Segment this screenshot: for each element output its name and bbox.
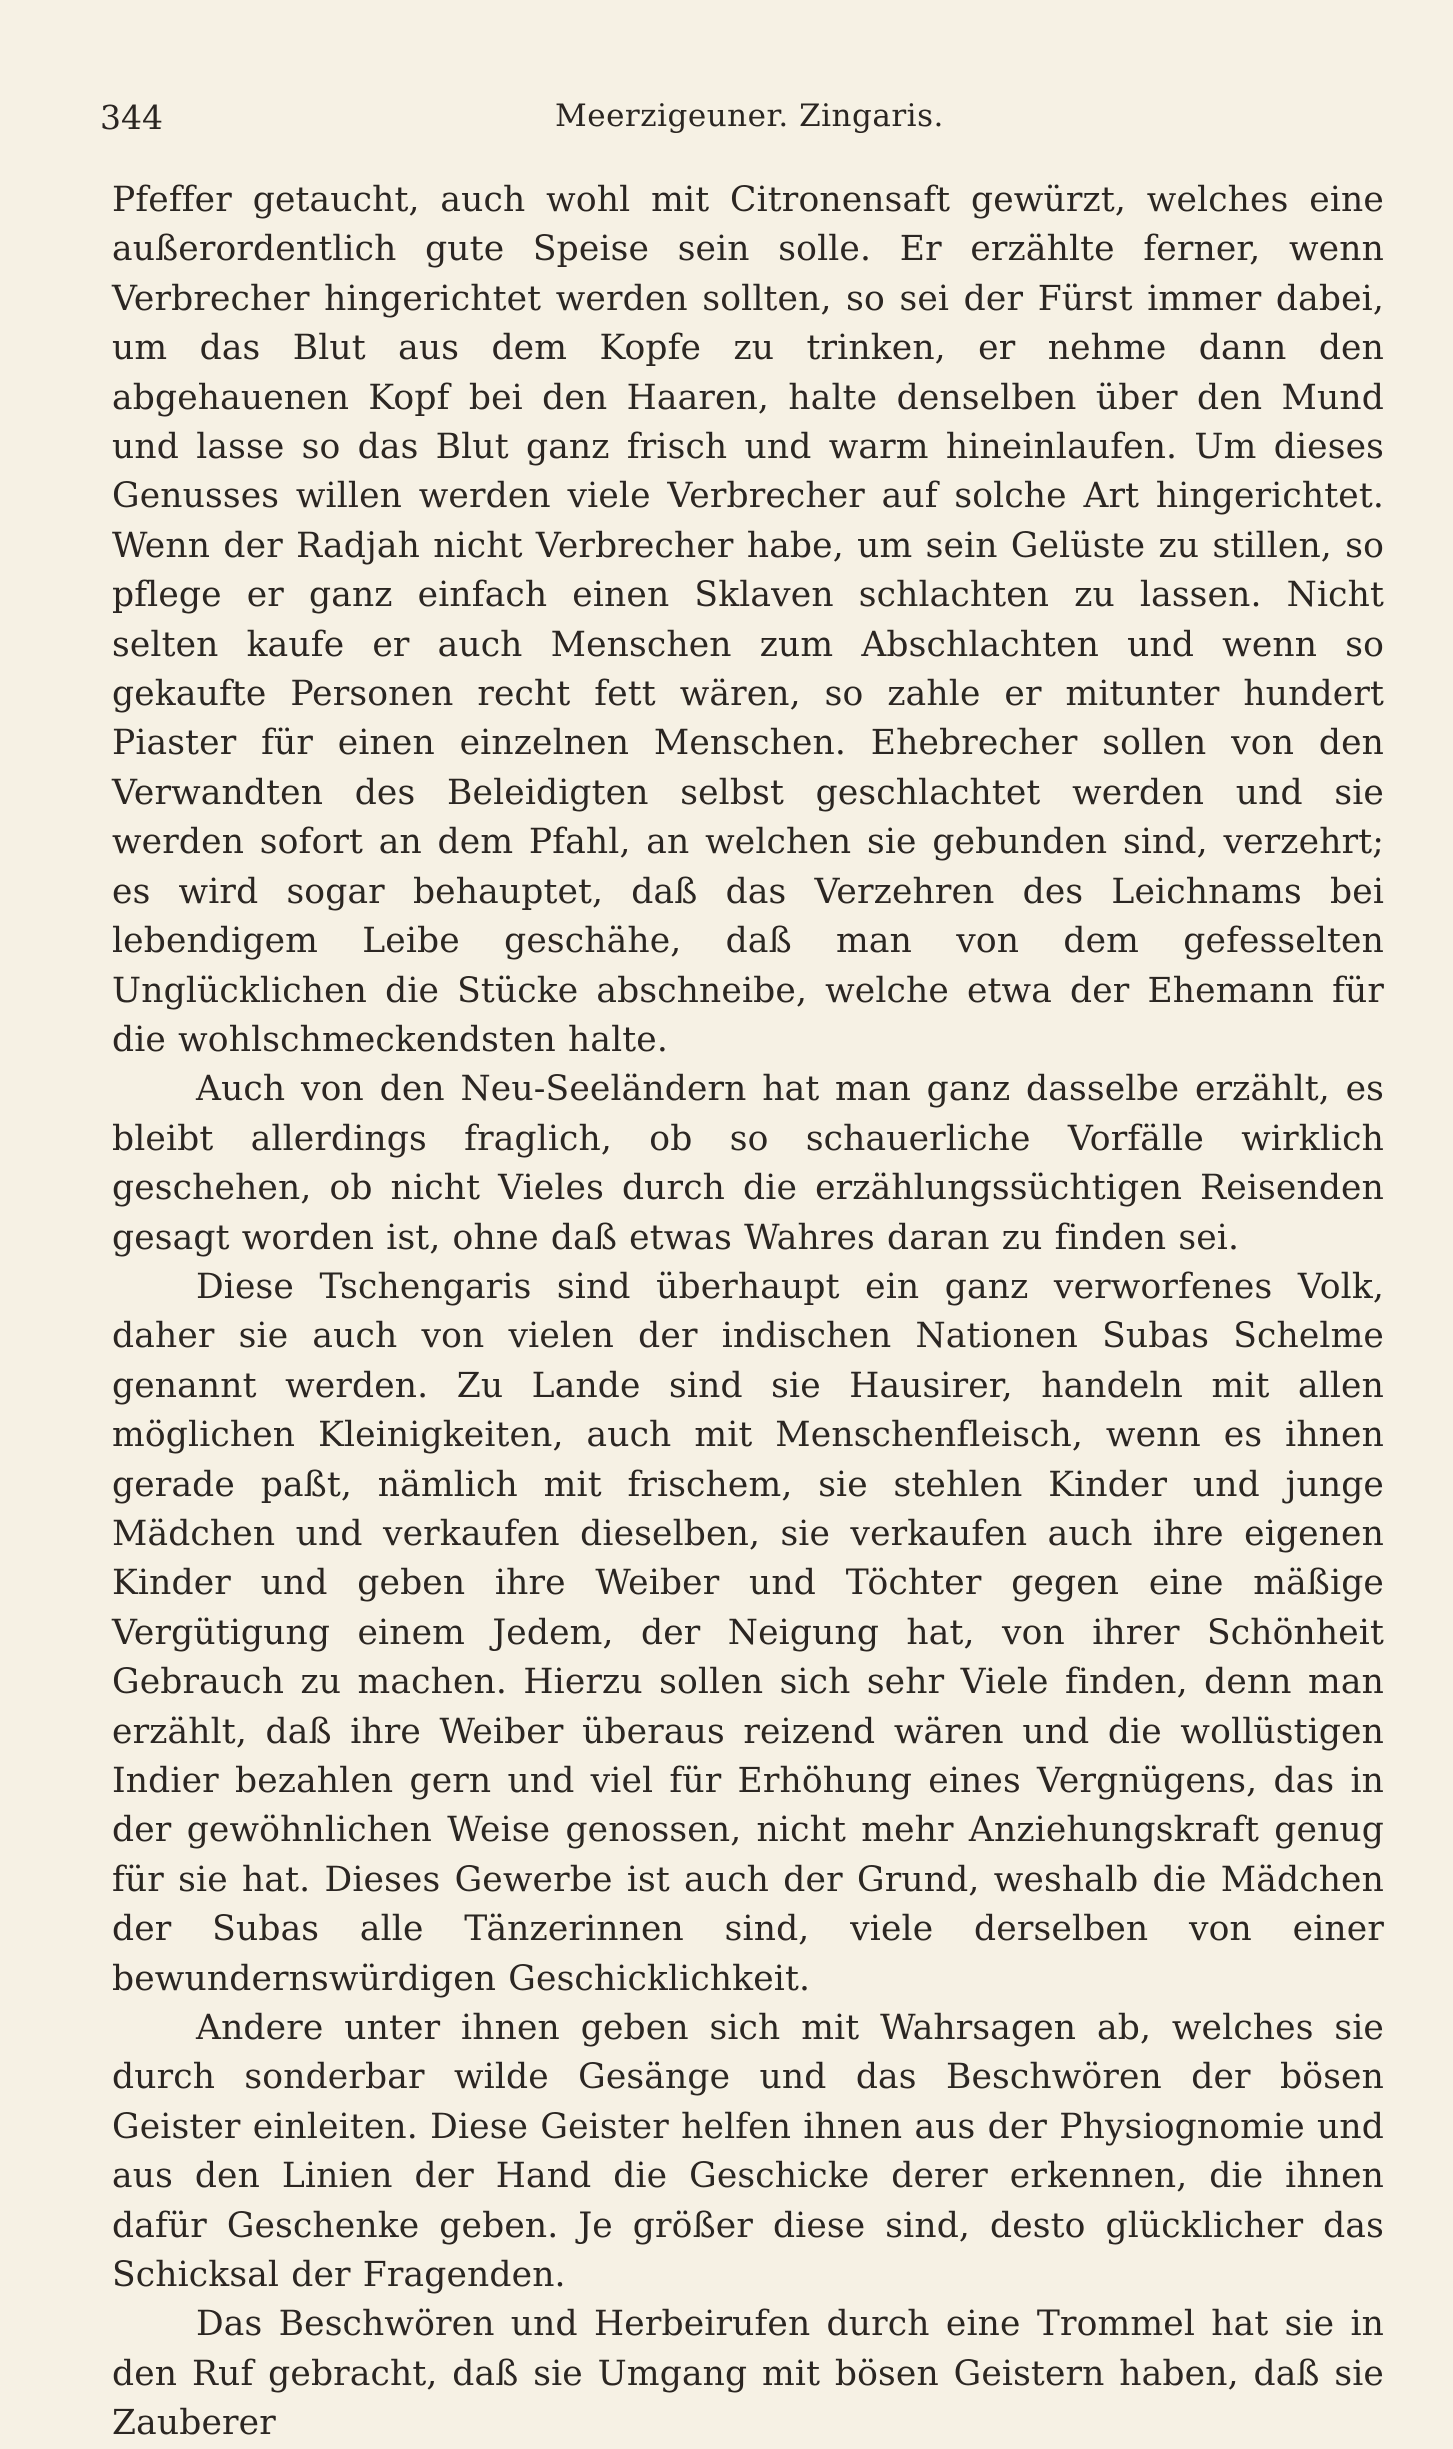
running-head: Meerzigeuner. Zingaris. bbox=[555, 98, 944, 134]
body-text bbox=[112, 176, 1384, 2449]
paragraph-5: Das Beschwören und Herbeirufen durch eine Trommel hat sie in den Ruf gebracht, daß sie Umgang mit bösen Geistern haben, daß sie Zauberer bbox=[112, 2304, 1384, 2444]
paragraph-4: Andere unter ihnen geben sich mit Wahrsagen ab, welches sie durch sonderbar wilde Gesänge und das Beschwören der bösen Geister einleiten. Diese Geister helfen ihnen aus der Physiognomie und aus den Linien der Hand die Geschicke derer erkennen, die ihnen dafür Geschenke geben. Je größer diese sind, desto glücklicher das Schicksal der Fragenden. bbox=[112, 2008, 1384, 2296]
page-number: 344 bbox=[100, 98, 163, 137]
paragraph-1: Pfeffer getaucht, auch wohl mit Citronensaft gewürzt, welches eine außerordentlich gute Speise sein solle. Er erzählte ferner, wenn Verbrecher hingerichtet werden sollten, so sei der Fürst immer dabei, um das Blut aus dem Kopfe zu trinken, er nehme dann den abgehauenen Kopf bei den Haaren, halte denselben über den Mund und lasse so das Blut ganz frisch und warm hineinlaufen. Um dieses Genusses willen werden viele Verbrecher auf solche Art hingerichtet. Wenn der Radjah nicht Verbrecher habe, um sein Gelüste zu stillen, so pflege er ganz einfach einen Sklaven schlachten zu lassen. Nicht selten kaufe er auch Menschen zum Abschlachten und wenn so gekaufte Personen recht fett wären, so zahle er mitunter hundert Piaster für einen einzelnen Menschen. Ehebrecher sollen von den Verwandten des Beleidigten selbst geschlachtet werden und sie werden sofort an dem Pfahl, an welchen sie gebunden sind, verzehrt; es wird sogar behauptet, daß das Verzehren des Leichnams bei lebendigem Leibe geschähe, daß man von dem gefesselten Unglücklichen die Stücke abschneibe, welche etwa der Ehemann für die wohlschmeckendsten halte. bbox=[112, 180, 1384, 1060]
paragraph-2: Auch von den Neu-Seeländern hat man ganz dasselbe erzählt, es bleibt allerdings fraglich, ob so schauerliche Vorfälle wirklich geschehen, ob nicht Vieles durch die erzählungssüchtigen Reisenden gesagt worden ist, ohne daß etwas Wahres daran zu finden sei. bbox=[112, 1069, 1384, 1258]
paragraph-3: Diese Tschengaris sind überhaupt ein ganz verworfenes Volk, daher sie auch von vielen der indischen Nationen Subas Schelme genannt werden. Zu Lande sind sie Hausirer, handeln mit allen möglichen Kleinigkeiten, auch mit Menschenfleisch, wenn es ihnen gerade paßt, nämlich mit frischem, sie stehlen Kinder und junge Mädchen und verkaufen dieselben, sie verkaufen auch ihre eigenen Kinder und geben ihre Weiber und Töchter gegen eine mäßige Vergütigung einem Jedem, der Neigung hat, von ihrer Schönheit Gebrauch zu machen. Hierzu sollen sich sehr Viele finden, denn man erzählt, daß ihre Weiber überaus reizend wären und die wollüstigen Indier bezahlen gern und viel für Erhöhung eines Vergnügens, das in der gewöhnlichen Weise genossen, nicht mehr Anziehungskraft genug für sie hat. Dieses Gewerbe ist auch der Grund, weshalb die Mädchen der Subas alle Tänzerinnen sind, viele derselben von einer bewundernswürdigen Geschicklichkeit. bbox=[112, 1266, 1384, 1999]
page-header bbox=[100, 98, 1388, 148]
